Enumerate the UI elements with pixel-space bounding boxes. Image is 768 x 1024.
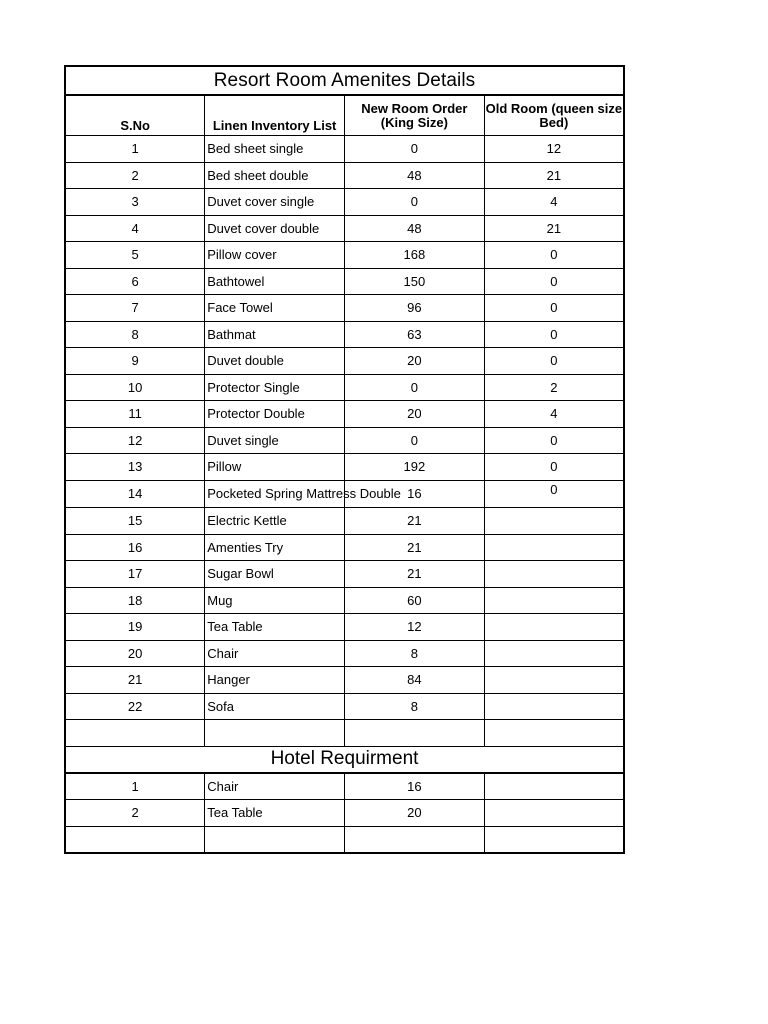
table-row [65,826,624,853]
table-row [65,215,624,242]
table-row [65,295,624,322]
row-item: Pillow [205,454,345,481]
row-old-room-qty [484,508,624,535]
row-old-room-qty [484,614,624,641]
row-new-room-qty: 150 [345,268,485,295]
table-row [65,136,624,163]
row-new-room-qty: 16 [345,773,485,800]
row-old-room-qty: 0 [484,427,624,454]
table-row [65,561,624,588]
header-item: Linen Inventory List [205,95,345,136]
row-old-room-qty: 4 [484,189,624,216]
table-row [65,454,624,481]
row-sno: 17 [65,561,205,588]
row-old-room-qty: 0 [484,454,624,481]
row-sno: 10 [65,374,205,401]
row-new-room-qty: 84 [345,667,485,694]
row-sno: 1 [65,773,205,800]
row-item: Sugar Bowl [205,561,345,588]
row-sno: 12 [65,427,205,454]
row-sno: 8 [65,321,205,348]
row-old-room-qty: 0 [484,268,624,295]
row-new-room-qty [345,720,485,747]
row-item: Chair [205,640,345,667]
row-sno: 2 [65,800,205,827]
row-old-room-qty [484,561,624,588]
row-old-room-qty [484,534,624,561]
table-row [65,614,624,641]
row-old-room-qty: 2 [484,374,624,401]
table-row [65,427,624,454]
row-sno: 21 [65,667,205,694]
table-row [65,401,624,428]
table-row [65,534,624,561]
row-item: Pocketed Spring Mattress Double [205,480,345,508]
row-item: Mug [205,587,345,614]
table-row [65,508,624,535]
row-old-room-qty: 0 [484,242,624,269]
row-item: Protector Double [205,401,345,428]
row-item: Sofa [205,693,345,720]
row-sno: 4 [65,215,205,242]
row-old-room-qty [484,667,624,694]
row-new-room-qty: 20 [345,401,485,428]
row-new-room-qty: 0 [345,136,485,163]
row-new-room-qty: 20 [345,800,485,827]
row-sno: 3 [65,189,205,216]
row-sno: 18 [65,587,205,614]
table-row [65,321,624,348]
title-row [65,66,624,95]
row-item: Bathtowel [205,268,345,295]
row-sno: 2 [65,162,205,189]
row-old-room-qty: 0 [484,321,624,348]
row-old-room-qty: 21 [484,215,624,242]
row-sno: 9 [65,348,205,375]
row-new-room-qty: 48 [345,215,485,242]
row-old-room-qty: 12 [484,136,624,163]
table-row [65,720,624,747]
row-new-room-qty: 21 [345,561,485,588]
row-sno: 11 [65,401,205,428]
row-new-room-qty: 96 [345,295,485,322]
hotel-section-title: Hotel Requirment [65,746,624,773]
row-item [205,826,345,853]
row-sno: 13 [65,454,205,481]
row-sno: 1 [65,136,205,163]
table-row [65,348,624,375]
table-row [65,800,624,827]
row-new-room-qty: 168 [345,242,485,269]
row-new-room-qty: 21 [345,508,485,535]
row-item: Duvet cover double [205,215,345,242]
row-old-room-qty [484,826,624,853]
row-new-room-qty: 12 [345,614,485,641]
row-sno: 15 [65,508,205,535]
row-sno: 16 [65,534,205,561]
table-row [65,242,624,269]
hotel-title-row [65,746,624,773]
row-item: Electric Kettle [205,508,345,535]
row-new-room-qty: 60 [345,587,485,614]
row-item: Bed sheet double [205,162,345,189]
amenities-sheet [64,65,625,854]
header-row [65,95,624,136]
table-row [65,693,624,720]
row-old-room-qty: 0 [484,348,624,375]
row-item: Tea Table [205,614,345,641]
row-old-room-qty: 21 [484,162,624,189]
row-old-room-qty: 0 [484,480,624,508]
row-new-room-qty: 8 [345,640,485,667]
table-row [65,374,624,401]
row-item: Pillow cover [205,242,345,269]
row-new-room-qty: 63 [345,321,485,348]
row-sno: 14 [65,480,205,508]
row-new-room-qty: 0 [345,427,485,454]
row-new-room-qty [345,826,485,853]
row-new-room-qty: 20 [345,348,485,375]
table-row [65,162,624,189]
header-new-room: New Room Order (King Size) [345,95,485,136]
table-row [65,640,624,667]
row-sno: 20 [65,640,205,667]
row-old-room-qty [484,640,624,667]
row-item: Hanger [205,667,345,694]
row-old-room-qty [484,720,624,747]
row-item: Bed sheet single [205,136,345,163]
row-sno: 7 [65,295,205,322]
row-item: Duvet double [205,348,345,375]
row-new-room-qty: 21 [345,534,485,561]
row-sno [65,720,205,747]
row-old-room-qty [484,773,624,800]
table-row [65,268,624,295]
row-item: Chair [205,773,345,800]
row-sno: 6 [65,268,205,295]
table-row [65,480,624,508]
row-old-room-qty: 0 [484,295,624,322]
header-old-room: Old Room (queen size Bed) [484,95,624,136]
table-row [65,773,624,800]
row-sno: 5 [65,242,205,269]
row-item: Duvet single [205,427,345,454]
row-item: Bathmat [205,321,345,348]
table-row [65,667,624,694]
row-old-room-qty: 4 [484,401,624,428]
row-item: Tea Table [205,800,345,827]
row-item: Protector Single [205,374,345,401]
row-new-room-qty: 0 [345,374,485,401]
row-sno: 22 [65,693,205,720]
document-title: Resort Room Amenites Details [65,66,624,95]
row-item: Face Towel [205,295,345,322]
row-item [205,720,345,747]
row-new-room-qty: 0 [345,189,485,216]
row-new-room-qty: 48 [345,162,485,189]
table-row [65,587,624,614]
row-old-room-qty [484,693,624,720]
amenities-table [64,65,625,854]
row-sno [65,826,205,853]
table-row [65,189,624,216]
row-sno: 19 [65,614,205,641]
row-new-room-qty: 8 [345,693,485,720]
row-item: Duvet cover single [205,189,345,216]
header-sno: S.No [65,95,205,136]
row-new-room-qty: 192 [345,454,485,481]
row-old-room-qty [484,800,624,827]
row-item: Amenties Try [205,534,345,561]
row-new-room-qty: 16 [345,480,485,508]
row-old-room-qty [484,587,624,614]
